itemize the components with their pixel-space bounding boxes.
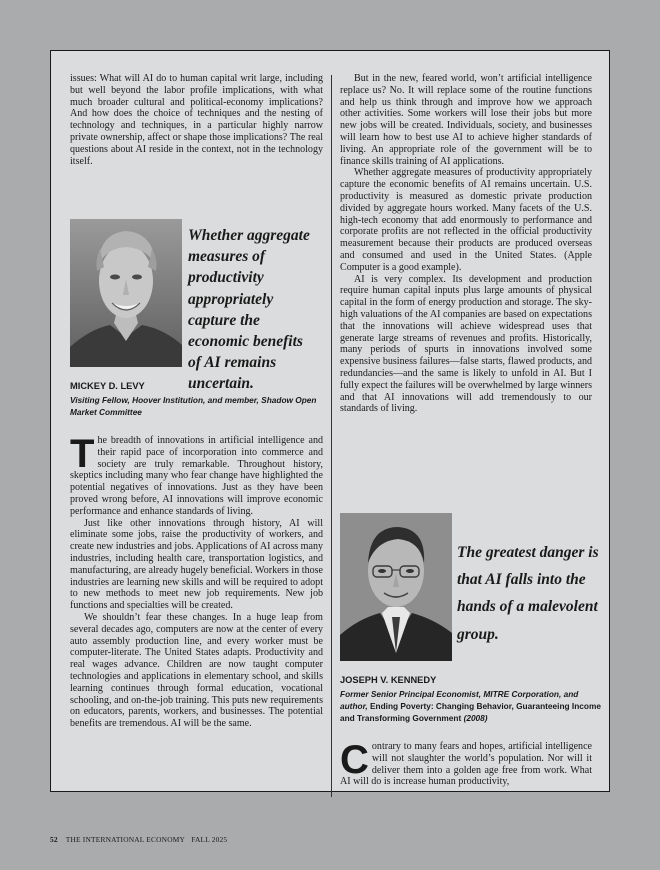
column-divider bbox=[331, 75, 332, 797]
right-body-text bbox=[340, 73, 592, 415]
page-footer bbox=[50, 835, 227, 844]
kennedy-p1-text: ontrary to many fears and hopes, artificial intelligence will not slaughter the world’s population. Nor will it deliver them into a golden age free from work. What AI will do is increase human productivity, bbox=[340, 741, 592, 788]
levy-paragraph-4: But in the new, feared world, won’t artificial intelligence replace us? No. It will replace some of the routine functions and help us think through and improve how we approach other activities. Some workers will lose their jobs but more new jobs will be created. Individuals, society, and businesses will learn how to best use AI to achieve higher standards of living. An appropriate role of the government will be to finance skills training of AI applications. bbox=[340, 73, 592, 167]
kennedy-paragraph-1 bbox=[340, 738, 592, 788]
affiliation-text-levy: Visiting Fellow, Hoover Institution, and member, Shadow Open Market Committee bbox=[70, 395, 317, 418]
levy-paragraph-3: We shouldn’t fear these changes. In a huge leap from several decades ago, computers are now at the center of every auto assembly production line, and every worker must be computer-literate. The United States adapts. Productivity and real wages advance. Children are now taught computer technologies and applications in elementary school, and skills learning continues through formal education, vocational schooling, and on-the-job training. This puts new requirements on educators, parents, workers, and businesses. The potential benefits are tremendous. AI will be the same. bbox=[70, 611, 323, 730]
portrait-icon bbox=[70, 219, 182, 367]
levy-paragraph-5: Whether aggregate measures of productivity appropriately capture the economic benefits of AI remains uncertain. U.S. productivity is measured as domestic private production divided by aggregate hours worked. Many facets of the U.S. high-tech economy that add enormously to performance and corporate profits are not reflected in the official productivity measurement because their products are produced overseas and consumed and used in the United States. (Apple Computer is a good example). bbox=[340, 167, 592, 273]
article-page bbox=[50, 50, 610, 792]
dropcap-t: T bbox=[70, 432, 95, 476]
portrait-icon bbox=[340, 513, 452, 661]
contributor-name-levy: MICKEY D. LEVY bbox=[70, 381, 145, 391]
book-title: Ending Poverty: Changing Behavior, Guaranteeing Income and Transforming Government bbox=[340, 701, 601, 724]
levy-p1-text: he breadth of innovations in artificial intelligence and their rapid pace of incorporation into commerce and society are truly remarkable. Throughout history, skeptics including many who fear change have highlighted the potential negatives of innovations. Just as they have been proved wrong before, AI innovations will improve economic performance and enhance standards of living. bbox=[70, 435, 323, 517]
dropcap-c: C bbox=[340, 738, 369, 782]
left-intro-text bbox=[70, 73, 323, 167]
pull-quote-kennedy: The greatest danger is that AI falls into the hands of a malevolent group. bbox=[457, 544, 599, 643]
page-number: 52 bbox=[50, 835, 58, 844]
intro-paragraph: issues: What will AI do to human capital writ large, including but well beyond the labor profile implications, with what much broader cultural and political-economy implications? And how does the choice of techniques and the nesting of technology and techniques, in a particular highly narrow private ownership, affect or shape those implications? The real questions about AI reside in the context, not in the technology itself. bbox=[70, 73, 323, 167]
kennedy-photo bbox=[340, 513, 452, 661]
affiliation-line-kennedy: Former Senior Principal Economist, MITRE Corporation, and author, bbox=[340, 689, 579, 712]
contributor-affiliation-levy bbox=[70, 394, 325, 418]
publication-name: THE INTERNATIONAL ECONOMY bbox=[65, 835, 186, 844]
pull-quote-levy: Whether aggregate measures of productivity appropriately capture the economic benefits of AI remains uncertain. bbox=[188, 227, 310, 393]
contributor-affiliation-kennedy bbox=[340, 688, 602, 725]
issue-label: FALL 2025 bbox=[191, 835, 228, 844]
kennedy-body-text bbox=[340, 738, 592, 788]
levy-photo bbox=[70, 219, 182, 367]
levy-paragraph-1 bbox=[70, 432, 323, 518]
book-year: (2008) bbox=[463, 713, 488, 724]
left-body-text bbox=[70, 432, 323, 730]
contributor-name-kennedy: JOSEPH V. KENNEDY bbox=[340, 675, 437, 685]
levy-paragraph-6: AI is very complex. Its development and production require human capital inputs plus large amounts of physical capital in the form of energy production and storage. The sky-high valuations of the AI companies are based on expectations that the innovations will achieve widespread uses that generate large streams of revenues and profits. Historically, many periods of spurts in innovations involved some expensive business failures—false starts, flawed products, and redundancies—and the same is likely to unfold in AI. But I fully expect the failures will be overwhelmed by large winners and that AI innovations will add tremendously to our standards of living. bbox=[340, 273, 592, 415]
levy-paragraph-2: Just like other innovations through history, AI will eliminate some jobs, raise the productivity of workers, and create new industries and jobs. Applications of AI across many industries, including health care, transportation logistics, and manufacturing, are already hugely beneficial. Workers in those industries are learning new skills and will be required to adopt to new methods to meet new job requirements. New job functions and specialties will be created. bbox=[70, 517, 323, 612]
